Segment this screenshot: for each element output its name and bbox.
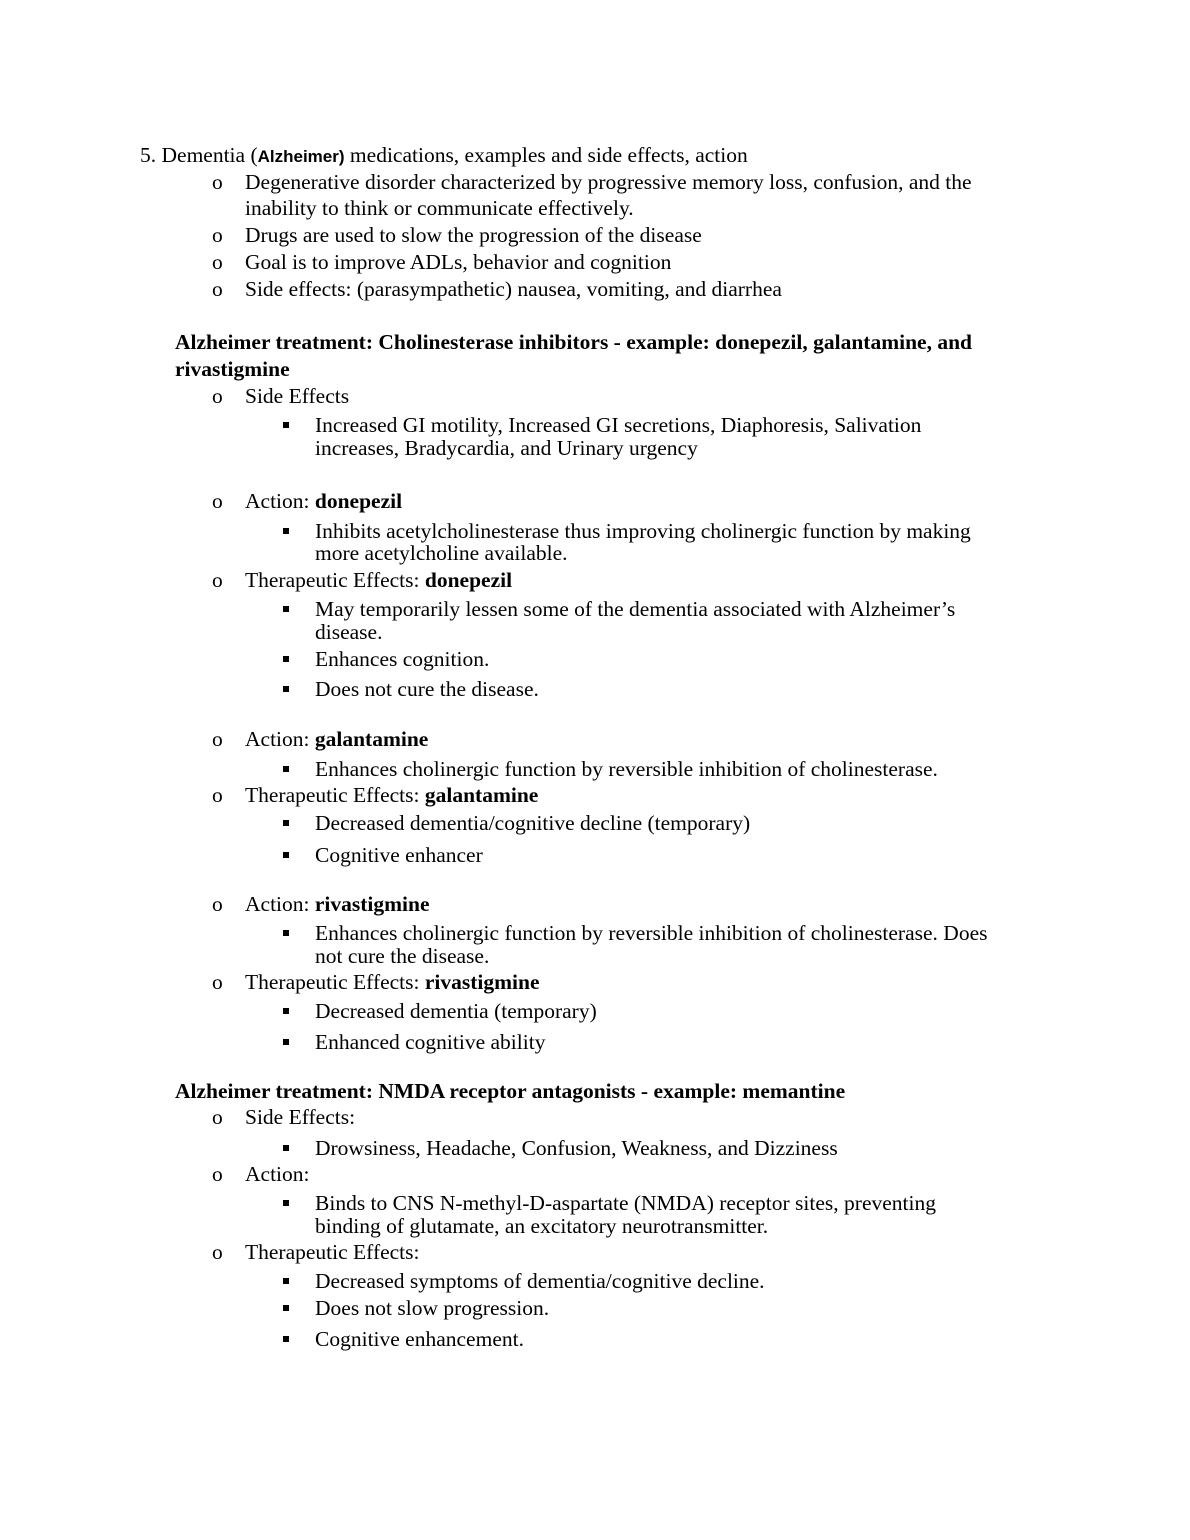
galantamine-te-2: Cognitive enhancer xyxy=(315,843,483,867)
square-bullet xyxy=(283,656,289,662)
donepezil-therapeutic-label: Therapeutic Effects: donepezil xyxy=(245,568,513,592)
heading-rest: medications, examples and side effects, action xyxy=(344,143,748,167)
intro-bullet-2: Drugs are used to slow the progression of the disease xyxy=(245,223,702,247)
square-bullet xyxy=(283,1305,289,1311)
square-bullet xyxy=(283,930,289,936)
intro-bullet-4: Side effects: (parasympathetic) nausea, vomiting, and diarrhea xyxy=(245,277,782,301)
square-bullet xyxy=(283,1336,289,1342)
square-bullet xyxy=(283,766,289,772)
chol-side-effects-line-1: Increased GI motility, Increased GI secretions, Diaphoresis, Salivation xyxy=(315,413,922,437)
square-bullet xyxy=(283,1039,289,1045)
chol-side-effects-label: Side Effects xyxy=(245,384,350,408)
intro-bullet-1-line-2: inability to think or communicate effectively. xyxy=(245,196,634,220)
rivastigmine-te-2: Enhanced cognitive ability xyxy=(315,1030,546,1054)
square-bullet xyxy=(283,1008,289,1014)
heading-number: 5. Dementia ( xyxy=(140,143,258,167)
square-bullet xyxy=(283,422,289,428)
chol-side-effects-line-2: increases, Bradycardia, and Urinary urgency xyxy=(315,436,698,460)
nmda-action-line-2: binding of glutamate, an excitatory neurotransmitter. xyxy=(315,1214,769,1238)
nmda-action-label: Action: xyxy=(245,1162,310,1186)
square-bullet xyxy=(283,1278,289,1284)
circle-bullet: o xyxy=(212,170,223,194)
circle-bullet: o xyxy=(212,1162,223,1186)
donepezil-te-3: Does not cure the disease. xyxy=(315,677,539,701)
circle-bullet: o xyxy=(212,489,223,513)
galantamine-action: Enhances cholinergic function by reversible inhibition of cholinesterase. xyxy=(315,757,938,781)
section-heading xyxy=(140,143,748,169)
circle-bullet: o xyxy=(212,250,223,274)
galantamine-therapeutic-label: Therapeutic Effects: galantamine xyxy=(245,783,539,807)
nmda-te-3: Cognitive enhancement. xyxy=(315,1327,524,1351)
circle-bullet: o xyxy=(212,783,223,807)
circle-bullet: o xyxy=(212,1105,223,1129)
nmda-side-effects: Drowsiness, Headache, Confusion, Weakness, and Dizziness xyxy=(315,1136,838,1160)
square-bullet xyxy=(283,606,289,612)
donepezil-te-1-line-2: disease. xyxy=(315,620,383,644)
circle-bullet: o xyxy=(212,568,223,592)
square-bullet xyxy=(283,1145,289,1151)
galantamine-action-label: Action: galantamine xyxy=(245,727,429,751)
rivastigmine-te-1: Decreased dementia (temporary) xyxy=(315,999,597,1023)
donepezil-action-label: Action: donepezil xyxy=(245,489,403,513)
donepezil-action-line-1: Inhibits acetylcholinesterase thus improving cholinergic function by making xyxy=(315,519,971,543)
circle-bullet: o xyxy=(212,1240,223,1264)
circle-bullet: o xyxy=(212,727,223,751)
square-bullet xyxy=(283,528,289,534)
square-bullet xyxy=(283,820,289,826)
nmda-te-2: Does not slow progression. xyxy=(315,1296,550,1320)
rivastigmine-action-label: Action: rivastigmine xyxy=(245,892,430,916)
nmda-therapeutic-label: Therapeutic Effects: xyxy=(245,1240,420,1264)
heading-alzheimer: Alzheimer) xyxy=(257,147,345,166)
circle-bullet: o xyxy=(212,223,223,247)
cholinesterase-title-line-1: Alzheimer treatment: Cholinesterase inhibitors - example: donepezil, galantamine, and xyxy=(175,330,973,354)
square-bullet xyxy=(283,852,289,858)
cholinesterase-title-line-2: rivastigmine xyxy=(175,357,290,381)
nmda-action-line-1: Binds to CNS N-methyl-D-aspartate (NMDA) receptor sites, preventing xyxy=(315,1191,936,1215)
nmda-title: Alzheimer treatment: NMDA receptor antagonists - example: memantine xyxy=(175,1079,846,1103)
rivastigmine-action-line-2: not cure the disease. xyxy=(315,944,490,968)
intro-bullet-1-line-1: Degenerative disorder characterized by progressive memory loss, confusion, and the xyxy=(245,170,972,194)
square-bullet xyxy=(283,1200,289,1206)
circle-bullet: o xyxy=(212,892,223,916)
rivastigmine-action-line-1: Enhances cholinergic function by reversible inhibition of cholinesterase. Does xyxy=(315,921,988,945)
donepezil-action-line-2: more acetylcholine available. xyxy=(315,541,568,565)
nmda-te-1: Decreased symptoms of dementia/cognitive decline. xyxy=(315,1269,765,1293)
circle-bullet: o xyxy=(212,277,223,301)
nmda-side-effects-label: Side Effects: xyxy=(245,1105,356,1129)
square-bullet xyxy=(283,686,289,692)
donepezil-te-1-line-1: May temporarily lessen some of the dementia associated with Alzheimer’s xyxy=(315,597,956,621)
donepezil-te-2: Enhances cognition. xyxy=(315,647,490,671)
rivastigmine-therapeutic-label: Therapeutic Effects: rivastigmine xyxy=(245,970,540,994)
circle-bullet: o xyxy=(212,970,223,994)
intro-bullet-3: Goal is to improve ADLs, behavior and cognition xyxy=(245,250,672,274)
circle-bullet: o xyxy=(212,384,223,408)
galantamine-te-1: Decreased dementia/cognitive decline (temporary) xyxy=(315,811,751,835)
